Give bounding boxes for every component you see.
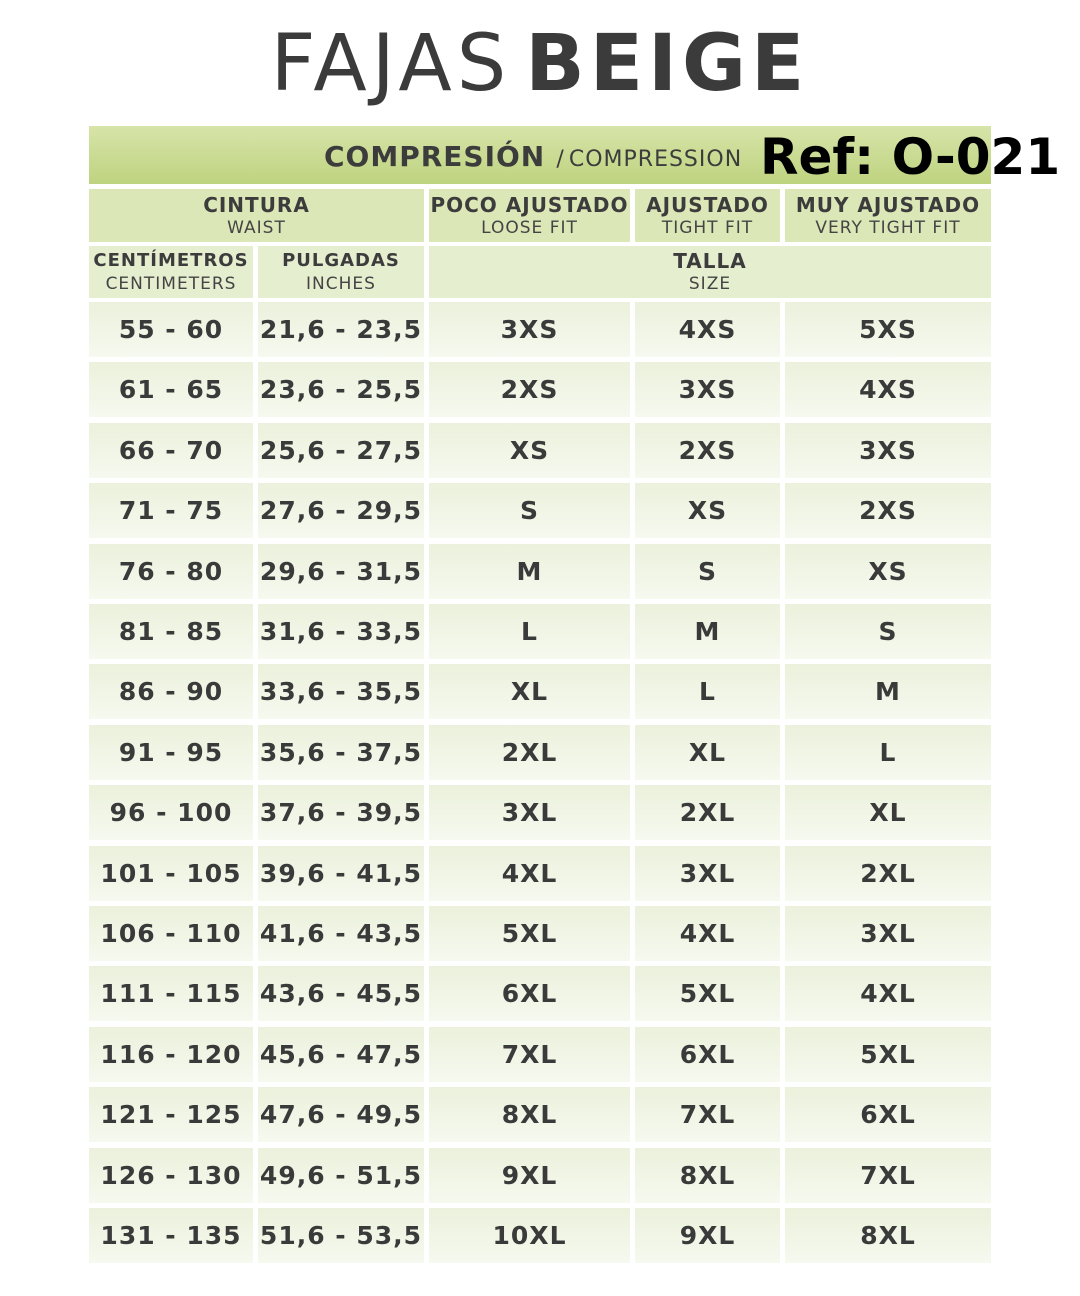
cell-value: XL [869, 798, 907, 828]
table-cell-very-tight-fit [785, 604, 991, 659]
table-cell-tight-fit [635, 1148, 780, 1203]
table-cell-very-tight-fit [785, 362, 991, 417]
table-cell-cm [89, 846, 253, 901]
table-cell-cm [89, 1027, 253, 1082]
header-loose-fit [429, 189, 630, 242]
table-cell-cm [89, 362, 253, 417]
cell-value: 5XL [501, 919, 558, 948]
cell-value: 23,6 - 25,5 [259, 375, 423, 405]
table-cell-loose-fit [429, 966, 630, 1021]
header-size [429, 246, 991, 298]
cell-value: 81 - 85 [118, 617, 224, 646]
table-cell-tight-fit [635, 1208, 780, 1263]
cell-value: 2XS [678, 435, 737, 465]
cell-value: 2XS [500, 375, 559, 405]
table-cell-inches [258, 906, 424, 961]
table-cell-inches [258, 1087, 424, 1142]
cell-value: XL [510, 677, 549, 707]
table-cell-cm [89, 423, 253, 478]
header-size-es: TALLA [673, 249, 747, 273]
table-cell-cm [89, 664, 253, 719]
cell-value: 45,6 - 47,5 [259, 1039, 423, 1069]
title-light: FAJAS [270, 19, 512, 109]
table-cell-tight-fit [635, 906, 780, 961]
header-tight-fit [635, 189, 780, 242]
cell-value: 121 - 125 [100, 1100, 242, 1130]
table-cell-cm [89, 906, 253, 961]
cell-value: 116 - 120 [100, 1039, 242, 1069]
table-cell-loose-fit [429, 664, 630, 719]
cell-value: 4XL [860, 979, 916, 1009]
cell-value: 86 - 90 [118, 677, 224, 707]
table-cell-cm [89, 966, 253, 1021]
table-cell-very-tight-fit [785, 423, 991, 478]
cell-value: 4XS [859, 375, 917, 405]
cell-value: 3XL [860, 919, 916, 948]
table-cell-loose-fit [429, 544, 630, 599]
table-cell-very-tight-fit [785, 966, 991, 1021]
compression-label [324, 140, 742, 178]
cell-value: 4XL [679, 919, 736, 948]
cell-value: XS [868, 556, 908, 586]
compression-separator: / [556, 147, 564, 172]
header-very-tight-fit [785, 189, 991, 242]
cell-value: 49,6 - 51,5 [259, 1160, 423, 1190]
header-inches-en: INCHES [306, 274, 376, 294]
table-cell-tight-fit [635, 362, 780, 417]
table-cell-inches [258, 1027, 424, 1082]
table-cell-inches [258, 1208, 424, 1263]
cell-value: 2XL [679, 798, 736, 828]
cell-value: 6XL [679, 1039, 736, 1069]
table-cell-very-tight-fit [785, 725, 991, 780]
cell-value: 7XL [860, 1160, 916, 1190]
cell-value: 131 - 135 [100, 1221, 242, 1250]
table-cell-very-tight-fit [785, 664, 991, 719]
table-cell-very-tight-fit [785, 1148, 991, 1203]
table-cell-tight-fit [635, 846, 780, 901]
cell-value: 91 - 95 [118, 737, 224, 767]
cell-value: XS [687, 496, 728, 526]
table-cell-tight-fit [635, 1027, 780, 1082]
table-cell-loose-fit [429, 846, 630, 901]
cell-value: 6XL [860, 1100, 916, 1130]
cell-value: XL [688, 737, 727, 767]
table-cell-very-tight-fit [785, 906, 991, 961]
table-cell-inches [258, 544, 424, 599]
reference-label: Ref: O-021 [760, 128, 1061, 186]
header-size-en: SIZE [688, 274, 732, 294]
compression-es: COMPRESIÓN [324, 140, 546, 173]
compression-en: COMPRESSION [568, 147, 743, 172]
cell-value: 61 - 65 [118, 375, 224, 405]
cell-value: 5XS [859, 315, 917, 344]
header-very-tight-fit-en: VERY TIGHT FIT [815, 217, 961, 238]
table-cell-inches [258, 604, 424, 659]
cell-value: 29,6 - 31,5 [259, 556, 423, 586]
cell-value: 7XL [501, 1039, 558, 1069]
cell-value: S [878, 617, 898, 646]
table-cell-very-tight-fit [785, 544, 991, 599]
table-cell-cm [89, 1148, 253, 1203]
table-cell-inches [258, 423, 424, 478]
table-cell-tight-fit [635, 664, 780, 719]
cell-value: 6XL [501, 979, 558, 1009]
cell-value: 37,6 - 39,5 [259, 798, 423, 828]
cell-value: 55 - 60 [118, 315, 224, 344]
table-cell-very-tight-fit [785, 483, 991, 538]
cell-value: 51,6 - 53,5 [259, 1221, 423, 1250]
cell-value: S [519, 496, 539, 526]
table-cell-cm [89, 785, 253, 840]
table-cell-tight-fit [635, 725, 780, 780]
cell-value: 4XS [678, 315, 737, 344]
table-cell-inches [258, 302, 424, 357]
table-cell-loose-fit [429, 604, 630, 659]
cell-value: 33,6 - 35,5 [259, 677, 423, 707]
table-cell-tight-fit [635, 604, 780, 659]
table-cell-inches [258, 785, 424, 840]
cell-value: 101 - 105 [100, 858, 242, 888]
table-cell-loose-fit [429, 1087, 630, 1142]
table-cell-cm [89, 544, 253, 599]
cell-value: L [699, 677, 716, 707]
cell-value: 2XL [860, 858, 916, 888]
cell-value: 21,6 - 23,5 [259, 315, 423, 344]
cell-value: 5XL [679, 979, 736, 1009]
cell-value: 31,6 - 33,5 [259, 617, 423, 646]
cell-value: M [516, 556, 543, 586]
header-very-tight-fit-es: MUY AJUSTADO [795, 192, 981, 217]
table-cell-loose-fit [429, 1208, 630, 1263]
header-inches-es: PULGADAS [282, 250, 400, 271]
table-cell-cm [89, 604, 253, 659]
table-cell-very-tight-fit [785, 1208, 991, 1263]
cell-value: 9XL [501, 1160, 558, 1190]
header-waist-en: WAIST [227, 217, 286, 238]
table-cell-very-tight-fit [785, 302, 991, 357]
cell-value: 4XL [501, 858, 558, 888]
table-cell-very-tight-fit [785, 1027, 991, 1082]
table-cell-tight-fit [635, 423, 780, 478]
cell-value: 9XL [679, 1221, 736, 1250]
header-tight-fit-en: TIGHT FIT [661, 217, 754, 238]
cell-value: 3XS [500, 315, 559, 344]
table-cell-inches [258, 846, 424, 901]
cell-value: 126 - 130 [100, 1160, 242, 1190]
cell-value: 27,6 - 29,5 [259, 496, 423, 526]
cell-value: 41,6 - 43,5 [259, 919, 423, 948]
table-cell-tight-fit [635, 544, 780, 599]
table-cell-tight-fit [635, 1087, 780, 1142]
table-cell-inches [258, 1148, 424, 1203]
table-cell-loose-fit [429, 906, 630, 961]
table-cell-tight-fit [635, 483, 780, 538]
cell-value: XS [509, 435, 550, 465]
table-cell-very-tight-fit [785, 1087, 991, 1142]
table-cell-cm [89, 483, 253, 538]
cell-value: 8XL [860, 1221, 916, 1250]
cell-value: 25,6 - 27,5 [259, 435, 423, 465]
cell-value: L [521, 617, 538, 646]
cell-value: 5XL [860, 1039, 916, 1069]
table-cell-cm [89, 725, 253, 780]
table-cell-loose-fit [429, 1148, 630, 1203]
header-waist-es: CINTURA [203, 192, 310, 217]
table-cell-inches [258, 966, 424, 1021]
header-tight-fit-es: AJUSTADO [646, 192, 769, 217]
header-loose-fit-en: LOOSE FIT [481, 217, 578, 238]
cell-value: 39,6 - 41,5 [259, 858, 423, 888]
cell-value: 47,6 - 49,5 [259, 1100, 423, 1130]
cell-value: 35,6 - 37,5 [259, 737, 423, 767]
table-cell-cm [89, 1087, 253, 1142]
header-centimeters-es: CENTÍMETROS [93, 250, 249, 271]
cell-value: 71 - 75 [118, 496, 224, 526]
title-bold: BEIGE [525, 19, 810, 109]
table-cell-inches [258, 725, 424, 780]
cell-value: 3XS [859, 435, 917, 465]
table-cell-inches [258, 483, 424, 538]
cell-value: 76 - 80 [118, 556, 224, 586]
cell-value: 3XS [678, 375, 737, 405]
cell-value: S [697, 556, 717, 586]
table-cell-cm [89, 1208, 253, 1263]
cell-value: 8XL [679, 1160, 736, 1190]
table-cell-tight-fit [635, 785, 780, 840]
table-cell-tight-fit [635, 966, 780, 1021]
cell-value: L [879, 737, 897, 767]
cell-value: 96 - 100 [109, 798, 233, 828]
table-cell-loose-fit [429, 483, 630, 538]
cell-value: 3XL [501, 798, 558, 828]
header-centimeters [89, 246, 253, 298]
header-waist [89, 189, 424, 242]
cell-value: 106 - 110 [100, 919, 242, 948]
header-centimeters-en: CENTIMETERS [105, 274, 237, 294]
table-cell-cm [89, 302, 253, 357]
cell-value: 2XS [859, 496, 917, 526]
table-cell-very-tight-fit [785, 785, 991, 840]
cell-value: 43,6 - 45,5 [259, 979, 423, 1009]
table-cell-very-tight-fit [785, 846, 991, 901]
table-cell-loose-fit [429, 1027, 630, 1082]
table-cell-tight-fit [635, 302, 780, 357]
table-cell-loose-fit [429, 423, 630, 478]
size-table [89, 189, 991, 1266]
cell-value: 10XL [492, 1221, 567, 1250]
header-loose-fit-es: POCO AJUSTADO [430, 192, 629, 217]
cell-value: 66 - 70 [118, 435, 224, 465]
cell-value: M [694, 617, 721, 646]
cell-value: 111 - 115 [100, 979, 242, 1009]
page-title [0, 19, 1080, 109]
cell-value: 7XL [679, 1100, 736, 1130]
cell-value: 3XL [679, 858, 736, 888]
table-cell-loose-fit [429, 785, 630, 840]
table-cell-inches [258, 362, 424, 417]
table-cell-loose-fit [429, 362, 630, 417]
cell-value: 2XL [501, 737, 558, 767]
table-cell-loose-fit [429, 725, 630, 780]
header-inches [258, 246, 424, 298]
table-cell-inches [258, 664, 424, 719]
cell-value: 8XL [501, 1100, 558, 1130]
table-cell-loose-fit [429, 302, 630, 357]
cell-value: M [875, 677, 901, 707]
